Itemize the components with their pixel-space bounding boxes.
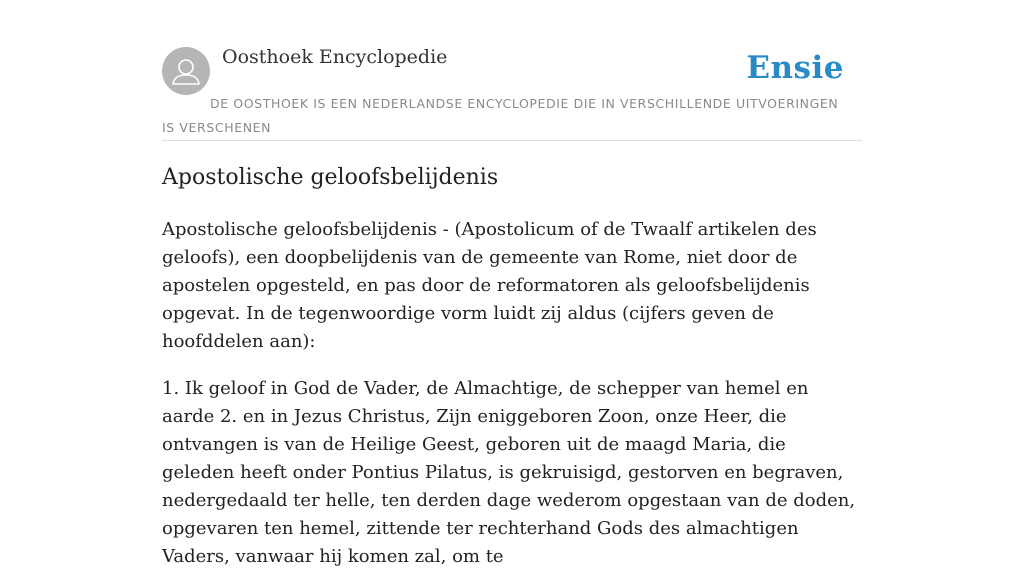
article-paragraph: Apostolische geloofsbelijdenis - (Apostolicum of de Twaalf artikelen des geloofs), een doopbelijdenis van de gemeente van Rome, niet door de apostelen opgesteld, en pas door de reformatoren als geloofsbelijdenis opgevat. In de tegenwoordige vorm luidt zij aldus (cijfers geven de hoofddelen aan): bbox=[162, 219, 817, 352]
article-paragraph: 1. Ik geloof in God de Vader, de Almachtige, de schepper van hemel en aarde 2. en in Jezus Christus, Zijn eniggeboren Zoon, onze Heer, die ontvangen is van de Heilige Geest, geboren uit de maagd Maria, die geleden heeft onder Pontius Pilatus, is gekruisigd, gestorven en begraven, nedergedaald ter helle, ten derden dage wederom opgestaan van de doden, opgevaren ten hemel, zittende ter rechterhand Gods des almachtigen Vaders, vanwaar hij komen zal, om te bbox=[162, 378, 856, 567]
source-subtitle: DE OOSTHOEK IS EEN NEDERLANDSE ENCYCLOPEDIE DIE IN VERSCHILLENDE UITVOERINGEN IS VERSCHENEN bbox=[162, 96, 839, 135]
source-title[interactable]: Oosthoek Encyclopedie bbox=[222, 46, 448, 68]
avatar[interactable] bbox=[162, 47, 210, 95]
article-title: Apostolische geloofsbelijdenis bbox=[162, 165, 499, 190]
article bbox=[162, 160, 862, 571]
user-icon bbox=[162, 47, 210, 95]
ensie-logo[interactable]: Ensie bbox=[746, 50, 844, 86]
source-header bbox=[162, 40, 862, 141]
